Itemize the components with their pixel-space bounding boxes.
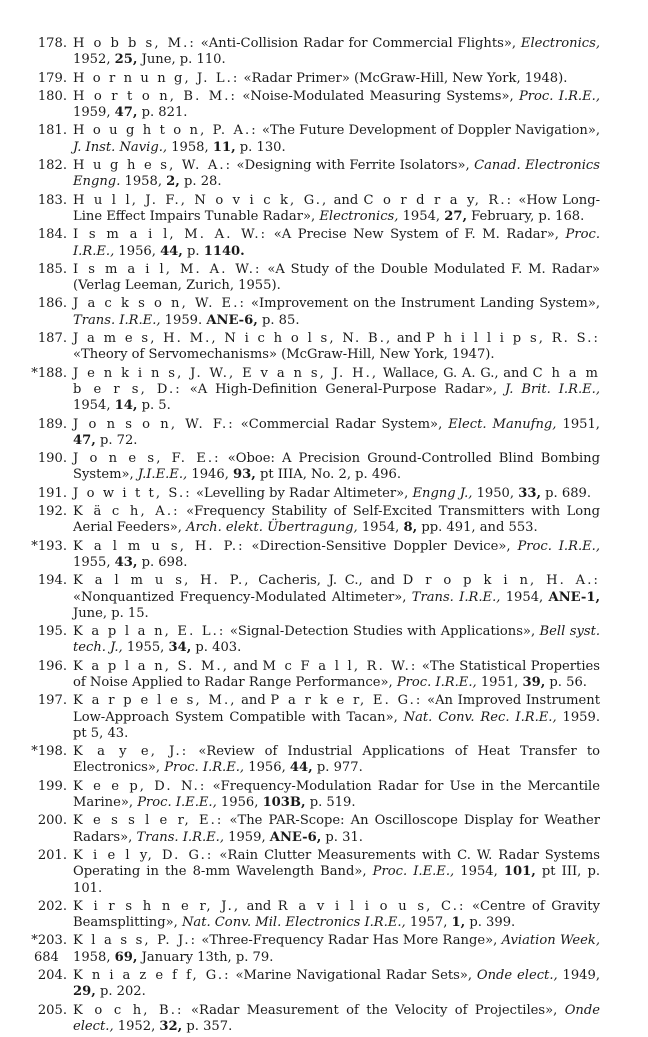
citation-text: «How Long-Line Effect Impairs Tunable Radar», [73, 192, 600, 224]
citation-text: «Noise-Modulated Measuring Systems», [237, 88, 519, 104]
journal-title: Trans. I.R.E., [411, 589, 501, 605]
reference-entry [0, 36, 648, 69]
reference-entry [0, 417, 648, 450]
citation-text: p. 31. [321, 829, 363, 845]
citation-text: «Marine Navigational Radar Sets», [230, 968, 477, 984]
author-name: K e e p, D. N.: [73, 778, 207, 794]
page-number: 684 [34, 950, 59, 965]
citation-text: pt IIIA, No. 2, p. 496. [255, 467, 402, 483]
citation-text: «Centre of Gravity Beamsplitting», [73, 898, 600, 931]
volume-number: 93, [233, 467, 256, 483]
reference-text [73, 933, 600, 966]
journal-title: J. Brit. I.R.E., [505, 381, 600, 397]
citation-text: «Oboe: A Precision Ground-Controlled Blind Bombing System», [73, 451, 600, 483]
volume-number: 29, [73, 984, 96, 1000]
reference-number: 191. [37, 485, 67, 501]
citation-text: p. 130. [235, 139, 286, 155]
reference-text [73, 848, 600, 897]
reference-number: 202. [37, 898, 67, 914]
citation-text: «Radar Primer» (McGraw-Hill, New York, 1948). [239, 70, 568, 86]
author-name: J a m e s, H. M., N i c h o l s, N. B., [73, 331, 393, 347]
citation-text: 1955, [122, 640, 169, 656]
reference-text [73, 693, 600, 742]
author-name: I s m a i l, M. A. W.: [73, 261, 262, 277]
author-name: K a y e, J.: [73, 744, 189, 760]
author-name: J a c k s o n, W. E.: [73, 296, 246, 312]
citation-text: February, p. 168. [467, 208, 585, 224]
citation-text: 1950, [472, 485, 519, 501]
reference-text [73, 624, 600, 657]
reference-entry [0, 744, 648, 777]
reference-number: 187. [37, 331, 67, 347]
reference-number: 190. [37, 451, 67, 467]
author-name: K a p l a n, S. M., [73, 658, 229, 674]
journal-title: Nat. Conv. Rec. I.R.E., [403, 709, 557, 725]
citation-text: p. 357. [182, 1018, 233, 1034]
author-name: K o c h, B.: [73, 1002, 184, 1018]
reference-number: 180. [37, 88, 67, 104]
volume-number: ANE-6, [206, 312, 258, 328]
citation-text: 1952, [73, 52, 115, 68]
volume-number: 39, [522, 674, 546, 690]
reference-text [73, 36, 600, 69]
volume-number: 47, [73, 432, 96, 448]
volume-number: 34, [168, 640, 192, 656]
author-name: H o r t o n, B. M.: [73, 88, 238, 104]
author-name: H o u g h t o n, P. A.: [73, 123, 258, 139]
journal-title: Proc. I.R.E., [517, 538, 600, 554]
reference-entry [0, 693, 648, 742]
journal-title: Aviation Week, [501, 933, 600, 949]
citation-text: 1954, [398, 208, 445, 224]
reference-entry [0, 968, 648, 1001]
journal-title: Engng J., [412, 485, 473, 501]
citation-text: «Commercial Radar System», [234, 416, 449, 432]
reference-number: 185. [37, 261, 67, 277]
reference-text [73, 71, 600, 87]
citation-text: «Direction-Sensitive Doppler Device», [244, 538, 518, 554]
reference-number: 178. [37, 36, 67, 51]
author-name: R a v i l i o u s, C.: [277, 898, 466, 914]
citation-text: Wallace, G. A. G., and [378, 365, 533, 381]
reference-entry [0, 123, 648, 156]
author-name: K a l m u s, H. P., [73, 573, 251, 589]
volume-number: 33, [518, 485, 541, 501]
reference-text [73, 539, 600, 572]
reference-entry [0, 933, 648, 966]
citation-text: p. 85. [257, 312, 300, 328]
journal-title: Bell syst. tech. J., [73, 624, 600, 656]
reference-text [73, 331, 600, 364]
reference-entry [0, 331, 648, 364]
citation-text: «The Future Development of Doppler Navigation», [257, 123, 600, 139]
journal-title: Canad. Electronics Engng. [73, 158, 600, 190]
reference-entry [0, 624, 648, 657]
author-name: J o w i t t, S.: [73, 485, 192, 501]
journal-title: Proc. I.R.E., [518, 88, 600, 104]
citation-text: 1956, [216, 795, 263, 811]
citation-text: 1954, [500, 589, 549, 605]
reference-entry [0, 659, 648, 692]
reference-text [73, 451, 600, 484]
journal-title: Proc. I.E.E., [372, 864, 455, 880]
journal-title: Proc. I.R.E., [396, 674, 477, 690]
reference-number: 186. [37, 296, 67, 312]
volume-number: 69, [114, 949, 138, 965]
citation-text: «A Precise New System of F. M. Radar», [267, 227, 566, 243]
reference-text [73, 193, 600, 226]
reference-number: 199. [37, 778, 67, 794]
author-name: P h i l l i p s, R. S.: [426, 331, 600, 347]
citation-text: «An Improved Instrument Low-Approach System Compatible with Tacan», [73, 693, 601, 725]
reference-list [0, 36, 648, 1037]
journal-title: J.I.E.E., [137, 467, 188, 483]
author-name: P a r k e r, E. G.: [270, 693, 423, 709]
citation-text: p. 72. [95, 432, 138, 448]
author-name: C h a m b e r s, D.: [73, 365, 600, 397]
reference-entry [0, 848, 648, 897]
citation-text: 1959, [223, 829, 270, 845]
volume-number: 47, [114, 105, 138, 121]
journal-title: Onde elect., [73, 1002, 600, 1034]
reference-number: *188. [31, 365, 67, 381]
citation-text: and [236, 693, 271, 709]
journal-title: Proc. I.R.E., [164, 760, 245, 776]
citation-text: «A High-Definition General-Purpose Radar», [181, 381, 505, 397]
author-name: H o r n u n g, J. L.: [73, 70, 240, 86]
citation-text: «The PAR-Scope: An Oscilloscope Display for Weather Radars», [73, 813, 600, 845]
reference-number: 179. [37, 70, 67, 86]
journal-title: Proc. I.E.E., [137, 795, 217, 811]
volume-number: 101, [503, 864, 536, 880]
citation-text: 1958, [120, 174, 167, 190]
reference-number: 184. [37, 227, 67, 243]
volume-number: ANE-6, [269, 829, 322, 845]
reference-number: 205. [37, 1002, 67, 1018]
reference-entry [0, 262, 648, 295]
citation-text: p. 5. [137, 398, 171, 414]
author-name: H u g h e s, W. A.: [73, 158, 233, 174]
citation-text: «Three-Frequency Radar Has More Range», [197, 933, 502, 949]
reference-entry [0, 227, 648, 260]
reference-text [73, 504, 600, 537]
reference-number: 200. [37, 813, 67, 829]
citation-text: 1955, [73, 554, 115, 570]
volume-number: 8, [403, 520, 418, 536]
author-name: J o n e s, F. E.: [73, 451, 221, 467]
author-name: K a r p e l e s, M., [73, 693, 237, 709]
citation-text: p. 403. [191, 640, 242, 656]
reference-entry [0, 779, 648, 812]
reference-entry [0, 504, 648, 537]
citation-text: 1959. [160, 312, 207, 328]
journal-title: Proc. I.R.E., [73, 227, 600, 259]
citation-text: «Nonquantized Frequency-Modulated Altimeter», [73, 589, 412, 605]
citation-text: 1954, [357, 520, 404, 536]
reference-text [73, 296, 600, 329]
volume-number: 1140. [203, 243, 245, 259]
reference-number: 183. [37, 192, 67, 208]
citation-text: p. 399. [465, 915, 516, 931]
citation-text: 1954, [454, 864, 504, 880]
journal-title: Onde elect., [476, 968, 558, 984]
author-name: J o n s o n, W. F.: [73, 416, 235, 432]
author-name: J e n k i n s, J. W., E v a n s, J. H., [73, 365, 379, 381]
volume-number: 2, [166, 174, 180, 190]
reference-text [73, 486, 600, 502]
citation-text: 1956, [114, 243, 161, 259]
reference-number: 189. [37, 416, 67, 432]
citation-text: «Rain Clutter Measurements with C. W. Radar Systems Operating in the 8-mm Wavelength Band», [73, 847, 600, 880]
reference-number: *193. [31, 538, 67, 554]
volume-number: 44, [160, 243, 183, 259]
volume-number: 44, [289, 760, 313, 776]
citation-text: 1959, [73, 105, 115, 121]
citation-text: 1951, [476, 674, 523, 690]
citation-text: p. 28. [179, 174, 222, 190]
citation-text: p. 202. [95, 984, 146, 1000]
citation-text: 1958, [73, 949, 115, 965]
citation-text: «Frequency-Modulation Radar for Use in the Mercantile Marine», [73, 778, 600, 811]
reference-entry [0, 89, 648, 122]
author-name: D r o p k i n, H. A.: [402, 573, 600, 589]
citation-text: «Theory of Servomechanisms» (McGraw-Hill, New York, 1947). [73, 347, 495, 363]
citation-text: 1946, [187, 467, 234, 483]
reference-text [73, 1003, 600, 1036]
reference-entry [0, 899, 648, 932]
reference-entry [0, 193, 648, 226]
author-name: C o r d r a y, R.: [363, 192, 514, 208]
citation-text: p. 56. [545, 674, 587, 690]
reference-number: 201. [37, 847, 67, 863]
reference-entry [0, 539, 648, 572]
citation-text: and [328, 192, 364, 208]
citation-text: 1959. pt 5, 43. [73, 709, 600, 741]
reference-text [73, 123, 600, 156]
reference-number: 204. [37, 968, 67, 984]
volume-number: 11, [212, 139, 236, 155]
reference-entry [0, 813, 648, 846]
citation-text: «Anti-Collision Radar for Commercial Flights», [195, 36, 521, 51]
citation-text: 1952, [113, 1018, 160, 1034]
citation-text: and [392, 331, 427, 347]
journal-title: Electronics, [319, 208, 399, 224]
reference-number: *203. [31, 933, 67, 949]
reference-number: 192. [37, 504, 67, 520]
citation-text: «Frequency Stability of Self-Excited Transmitters with Long Aerial Feeders», [73, 504, 600, 536]
journal-title: J. Inst. Navig., [73, 139, 168, 155]
author-name: K a l m u s, H. P.: [73, 538, 245, 554]
citation-text: «Designing with Ferrite Isolators», [232, 158, 475, 174]
reference-text [73, 227, 600, 260]
reference-text [73, 899, 600, 932]
volume-number: 43, [114, 554, 138, 570]
volume-number: 32, [159, 1018, 183, 1034]
reference-entry [0, 158, 648, 191]
reference-text [73, 366, 600, 415]
citation-text: p. 977. [312, 760, 363, 776]
volume-number: ANE-1, [548, 589, 601, 605]
citation-text: June, p. 110. [137, 52, 226, 68]
reference-text [73, 968, 600, 1001]
citation-text: p. 821. [137, 105, 188, 121]
reference-text [73, 89, 600, 122]
author-name: K ä c h, A.: [73, 504, 180, 520]
author-name: K i r s h n e r, J., [73, 898, 241, 914]
citation-text: «Signal-Detection Studies with Applications», [225, 624, 540, 640]
citation-text: p. 519. [305, 795, 356, 811]
citation-text: «Levelling by Radar Altimeter», [191, 485, 413, 501]
citation-text: p. 698. [137, 554, 188, 570]
citation-text: 1954, [73, 398, 115, 414]
author-name: H u l l, J. F., N o v i c k, G., [73, 192, 329, 208]
reference-entry [0, 573, 648, 622]
citation-text: January 13th, p. 79. [137, 949, 274, 965]
reference-entry [0, 451, 648, 484]
reference-text [73, 417, 600, 450]
journal-title: Elect. Manufng, [448, 416, 557, 432]
author-name: K e s s l e r, E.: [73, 813, 224, 829]
journal-title: Trans. I.R.E., [73, 312, 161, 328]
author-name: I s m a i l, M. A. W.: [73, 227, 268, 243]
citation-text: pt III, p. 101. [73, 864, 600, 896]
reference-text [73, 158, 600, 191]
volume-number: 25, [114, 52, 138, 68]
reference-text [73, 659, 600, 692]
citation-text: 1949, [557, 968, 600, 984]
citation-text: 1951, [556, 416, 600, 432]
journal-title: Trans. I.R.E., [136, 829, 224, 845]
author-name: K l a s s, P. J.: [73, 933, 198, 949]
reference-number: 194. [37, 573, 67, 589]
reference-entry [0, 366, 648, 415]
citation-text: and [240, 898, 278, 914]
journal-title: Nat. Conv. Mil. Electronics I.R.E., [181, 915, 406, 931]
volume-number: 1, [451, 915, 466, 931]
citation-text: «Improvement on the Instrument Landing System», [245, 296, 600, 312]
reference-text [73, 744, 600, 777]
citation-text: p. 689. [541, 485, 592, 501]
reference-entry [0, 71, 648, 87]
citation-text: 1956, [244, 760, 290, 776]
reference-number: 181. [37, 123, 67, 139]
reference-number: 182. [37, 158, 67, 174]
citation-text: Cacheris, J. C., and [250, 573, 403, 589]
reference-text [73, 779, 600, 812]
citation-text: «Review of Industrial Applications of Heat Transfer to Electronics», [73, 744, 600, 776]
reference-text [73, 813, 600, 846]
author-name: K a p l a n, E. L.: [73, 624, 226, 640]
reference-number: 196. [37, 658, 67, 674]
reference-number: 195. [37, 624, 67, 640]
reference-number: *198. [31, 744, 67, 760]
citation-text: «Radar Measurement of the Velocity of Projectiles», [183, 1002, 565, 1018]
citation-text: 1957, [405, 915, 452, 931]
reference-text [73, 573, 600, 622]
volume-number: 27, [444, 208, 468, 224]
volume-number: 14, [114, 398, 138, 414]
author-name: K i e l y, D. G.: [73, 847, 214, 863]
citation-text: p. [182, 243, 204, 259]
author-name: M c F a l l, R. W.: [262, 658, 418, 674]
reference-entry [0, 296, 648, 329]
author-name: H o b b s, M.: [73, 36, 196, 51]
author-name: K n i a z e f f, G.: [73, 968, 231, 984]
reference-entry [0, 486, 648, 502]
journal-title: Electronics, [520, 36, 600, 51]
citation-text: June, p. 15. [73, 605, 149, 621]
reference-entry [0, 1003, 648, 1036]
citation-text: «A Study of the Double Modulated F. M. Radar» (Verlag Leeman, Zurich, 1955). [73, 261, 600, 294]
citation-text: «The Statistical Properties of Noise Applied to Radar Range Performance», [73, 658, 600, 690]
reference-number: 197. [37, 693, 67, 709]
citation-text: 1958, [167, 139, 213, 155]
journal-title: Arch. elekt. Übertragung, [186, 520, 358, 536]
citation-text: and [228, 658, 263, 674]
reference-text [73, 262, 600, 295]
volume-number: 103B, [262, 795, 306, 811]
citation-text: pp. 491, and 553. [417, 520, 538, 536]
